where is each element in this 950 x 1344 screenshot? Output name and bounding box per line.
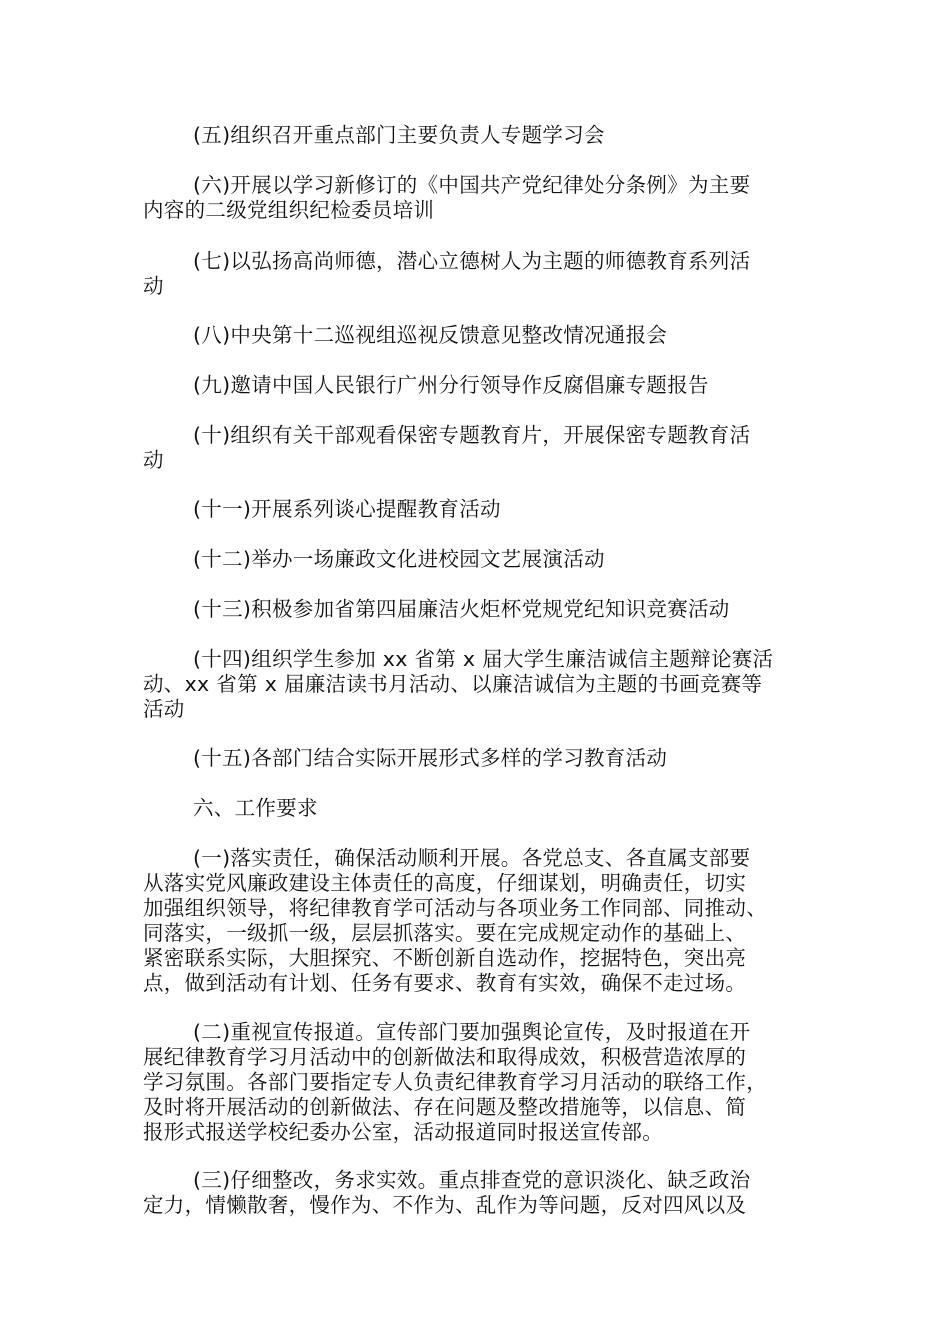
text-line: (八)中央第十二巡视组巡视反馈意见整改情况通报会 [193, 323, 668, 347]
paragraph-item-5 [143, 123, 815, 148]
text-line: 展纪律教育学习月活动中的创新做法和取得成效，积极营造浓厚的 [143, 1045, 747, 1069]
paragraph-item-12 [143, 547, 815, 572]
text-line: (十三)积极参加省第四届廉洁火炬杯党规党纪知识竞赛活动 [193, 597, 730, 621]
text-line: (十)组织有关干部观看保密专题教育片，开展保密专题教育活 [193, 423, 751, 447]
text-line: (十五)各部门结合实际开展形式多样的学习教育活动 [193, 746, 668, 770]
text-line: (三)仔细整改，务求实效。重点排查党的意识淡化、缺乏政治 [193, 1168, 751, 1192]
text-line: (二)重视宣传报道。宣传部门要加强舆论宣传，及时报道在开 [193, 1020, 751, 1044]
paragraph-item-6 [143, 173, 815, 223]
text-line: 点，做到活动有计划、任务有要求、教育有实效，确保不走过场。 [143, 971, 747, 995]
paragraph-item-13 [143, 597, 815, 622]
text-line: 内容的二级党组织纪检委员培训 [143, 198, 435, 222]
text-line: (十一)开展系列谈心提醒教育活动 [193, 497, 501, 521]
text-line: 活动 [143, 697, 185, 721]
text-line: (五)组织召开重点部门主要负责人专题学习会 [193, 123, 605, 147]
section-heading-text: 六、工作要求 [193, 796, 318, 820]
text-line: (七)以弘扬高尚师德，潜心立德树人为主题的师德教育系列活 [193, 249, 751, 273]
text-line: 学习氛围。各部门要指定专人负责纪律教育学习月活动的联络工作， [143, 1070, 767, 1094]
text-line: 紧密联系实际，大胆探究、不断创新自选动作，挖据特色，突出亮 [143, 946, 747, 970]
text-line: (九)邀请中国人民银行广州分行领导作反腐倡廉专题报告 [193, 373, 709, 397]
text-line: 从落实党风廉政建设主体责任的高度，仔细谋划，明确责任，切实 [143, 871, 747, 895]
requirement-paragraph-2 [143, 1020, 815, 1145]
text-line: (一)落实责任，确保活动顺利开展。各党总支、各直属支部要 [193, 846, 751, 870]
paragraph-item-10 [143, 423, 815, 473]
text-line: 动 [143, 274, 164, 298]
section-heading [143, 796, 815, 821]
paragraph-item-7 [143, 249, 815, 299]
requirement-paragraph-1 [143, 846, 815, 996]
paragraph-item-8 [143, 323, 815, 348]
requirement-paragraph-3 [143, 1168, 815, 1218]
text-line: 及时将开展活动的创新做法、存在问题及整改措施等，以信息、简 [143, 1095, 747, 1119]
text-line: (十四)组织学生参加 xx 省第 x 届大学生廉洁诚信主题辩论赛活 [193, 647, 774, 671]
text-line: 动、xx 省第 x 届廉洁读书月活动、以廉洁诚信为主题的书画竞赛等 [143, 672, 763, 696]
text-line: 同落实，一级抓一级，层层抓落实。要在完成规定动作的基础上、 [143, 921, 747, 945]
paragraph-item-15 [143, 746, 815, 771]
text-line: 报形式报送学校纪委办公室，活动报道同时报送宣传部。 [143, 1120, 663, 1144]
text-line: (十二)举办一场廉政文化进校园文艺展演活动 [193, 547, 605, 571]
paragraph-item-9 [143, 373, 815, 398]
text-line: (六)开展以学习新修订的《中国共产党纪律处分条例》为主要 [193, 173, 751, 197]
text-line: 定力，情懒散奢，慢作为、不作为、乱作为等问题，反对四风以及 [143, 1193, 747, 1217]
text-line: 动 [143, 448, 164, 472]
paragraph-item-14 [143, 647, 815, 722]
text-line: 加强组织领导，将纪律教育学可活动与各项业务工作同部、同推动、 [143, 896, 767, 920]
paragraph-item-11 [143, 497, 815, 522]
